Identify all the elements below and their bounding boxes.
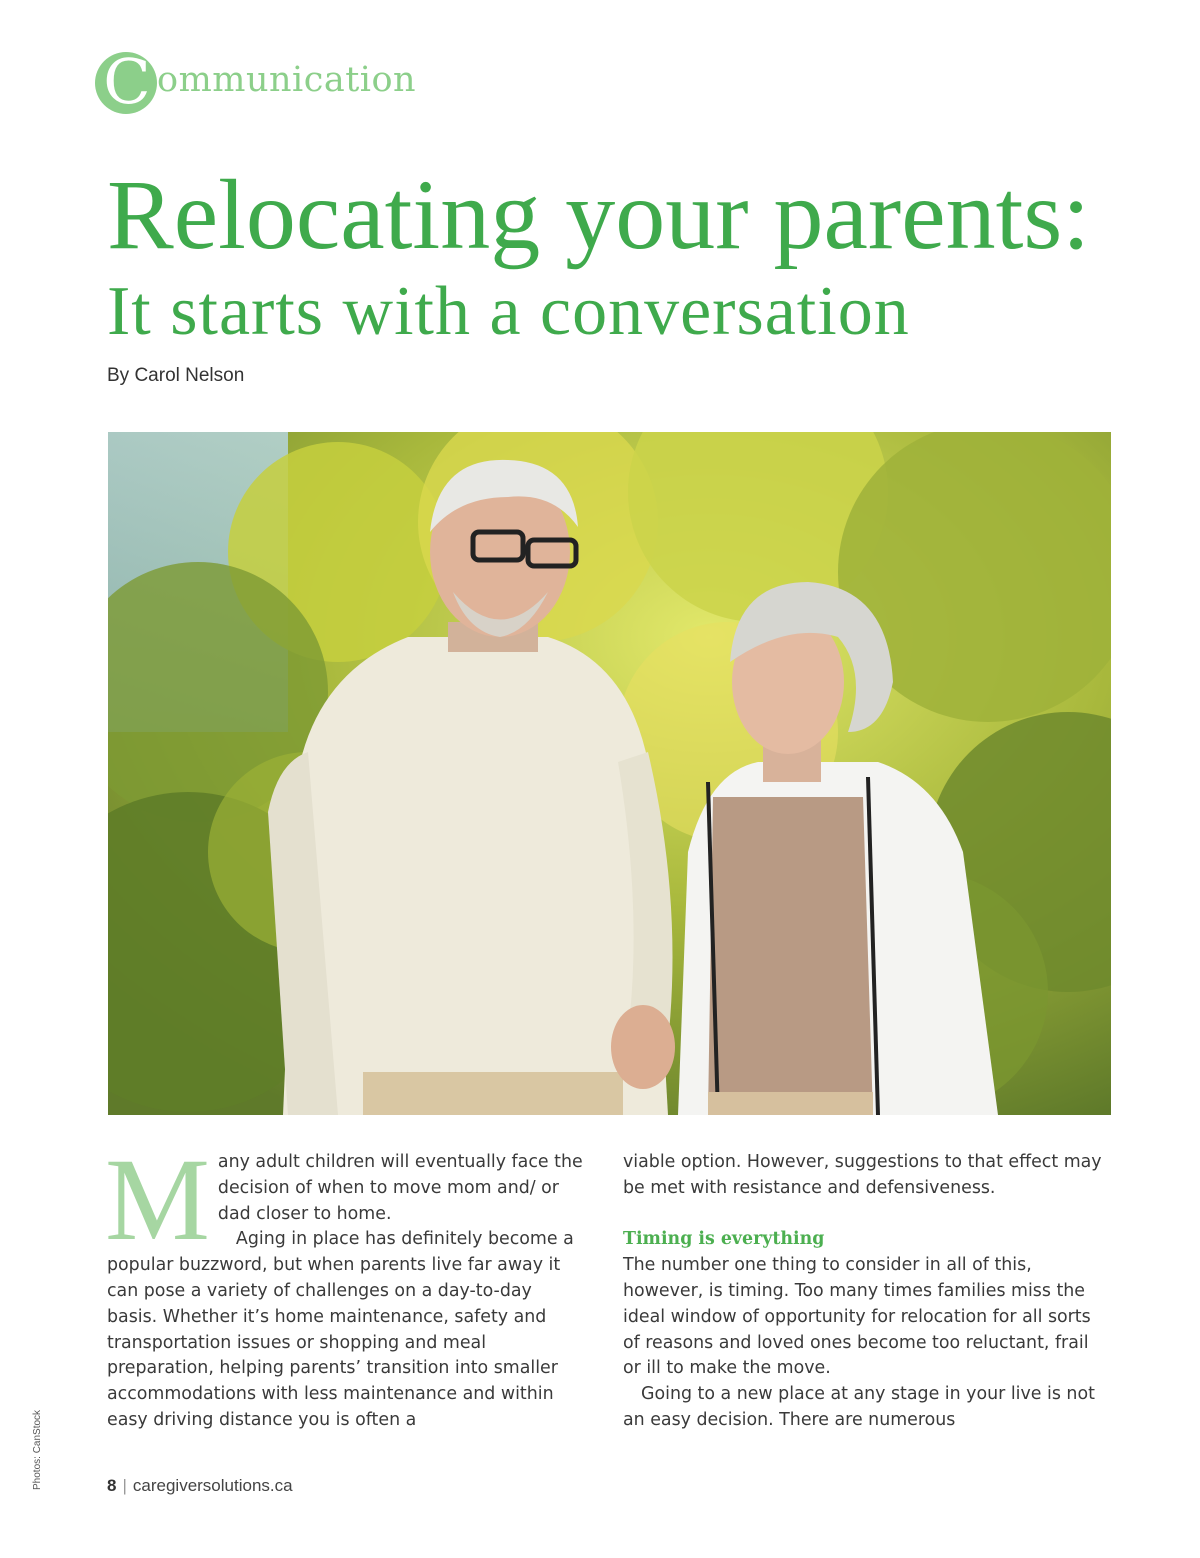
article-paragraph: viable option. However, suggestions to that effect may be met with resistance and defensiveness. <box>623 1152 1102 1198</box>
article-paragraph: Going to a new place at any stage in your live is not an easy decision. There are numerous <box>623 1384 1095 1430</box>
article-headline: Relocating your parents: <box>107 159 1091 270</box>
photo-illustration <box>108 432 1111 1115</box>
page-footer <box>107 1476 293 1496</box>
section-initial: C <box>103 45 151 118</box>
page-number: 8 <box>107 1476 117 1495</box>
article-paragraph: Aging in place has definitely become a popular buzzword, but when parents live far away it can pose a variety of challenges on a day-to-day basis. Whether it’s home maintenance, safety and transportation issues or shopping and meal preparation, helping parents’ transition into smaller accommodations with less maintenance and within easy driving distance you is often a <box>107 1229 574 1430</box>
section-name: ommunication <box>157 60 417 100</box>
footer-website-link[interactable]: caregiversolutions.ca <box>132 1476 293 1495</box>
article-column-right <box>623 1150 1103 1434</box>
photo-credit: Photos: CanStock <box>32 1409 43 1490</box>
article-subheadline: It starts with a conversation <box>107 273 910 350</box>
drop-cap: M <box>105 1134 210 1265</box>
article-column-left <box>105 1134 587 1434</box>
byline: By Carol Nelson <box>107 365 245 386</box>
article-paragraph: any adult children will eventually face the decision of when to move mom and/ or dad closer to home. <box>217 1152 583 1224</box>
article-paragraph: The number one thing to consider in all of this, however, is timing. Too many times families miss the ideal window of opportunity for relocation for all sorts of reasons and loved ones become too reluctant, frail or ill to make the move. <box>623 1255 1091 1379</box>
article-photo <box>108 432 1111 1115</box>
article-subhead: Timing is everything <box>623 1229 825 1250</box>
footer-separator: | <box>122 1476 127 1495</box>
